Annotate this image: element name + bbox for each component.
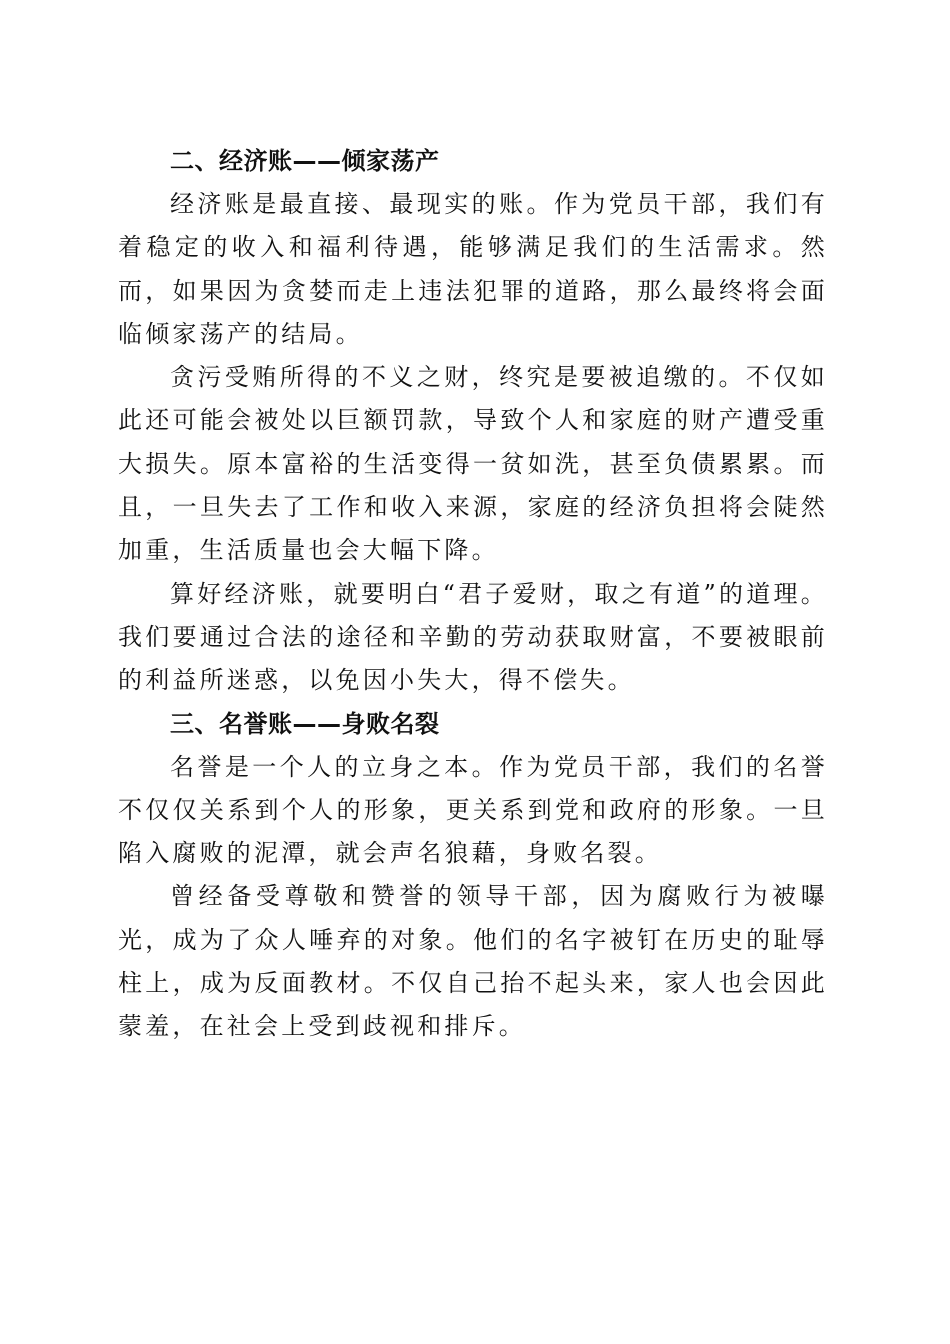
document-body	[118, 140, 828, 1049]
paragraph: 曾经备受尊敬和赞誉的领导干部，因为腐败行为被曝光，成为了众人唾弃的对象。他们的名字被钉在历史的耻辱柱上，成为反面教材。不仅自己抬不起头来，家人也会因此蒙羞，在社会上受到歧视和排斥。	[118, 882, 828, 1041]
section-heading-reputation: 三、名誉账——身败名裂	[170, 709, 440, 738]
section-heading-economic: 二、经济账——倾家荡产	[170, 147, 440, 175]
paragraph: 贪污受贿所得的不义之财，终究是要被追缴的。不仅如此还可能会被处以巨额罚款，导致个人和家庭的财产遭受重大损失。原本富裕的生活变得一贫如洗，甚至负债累累。而且，一旦失去了工作和收入来源，家庭的经济负担将会陡然加重，生活质量也会大幅下降。	[118, 363, 828, 565]
paragraph: 名誉是一个人的立身之本。作为党员干部，我们的名誉不仅仅关系到个人的形象，更关系到党和政府的形象。一旦陷入腐败的泥潭，就会声名狼藉，身败名裂。	[118, 752, 828, 868]
paragraph: 经济账是最直接、最现实的账。作为党员干部，我们有着稳定的收入和福利待遇，能够满足我们的生活需求。然而，如果因为贪婪而走上违法犯罪的道路，那么最终将会面临倾家荡产的结局。	[118, 190, 828, 348]
paragraph: 算好经济账，就要明白“君子爱财，取之有道”的道理。我们要通过合法的途径和辛勤的劳动获取财富，不要被眼前的利益所迷惑，以免因小失大，得不偿失。	[118, 579, 828, 695]
